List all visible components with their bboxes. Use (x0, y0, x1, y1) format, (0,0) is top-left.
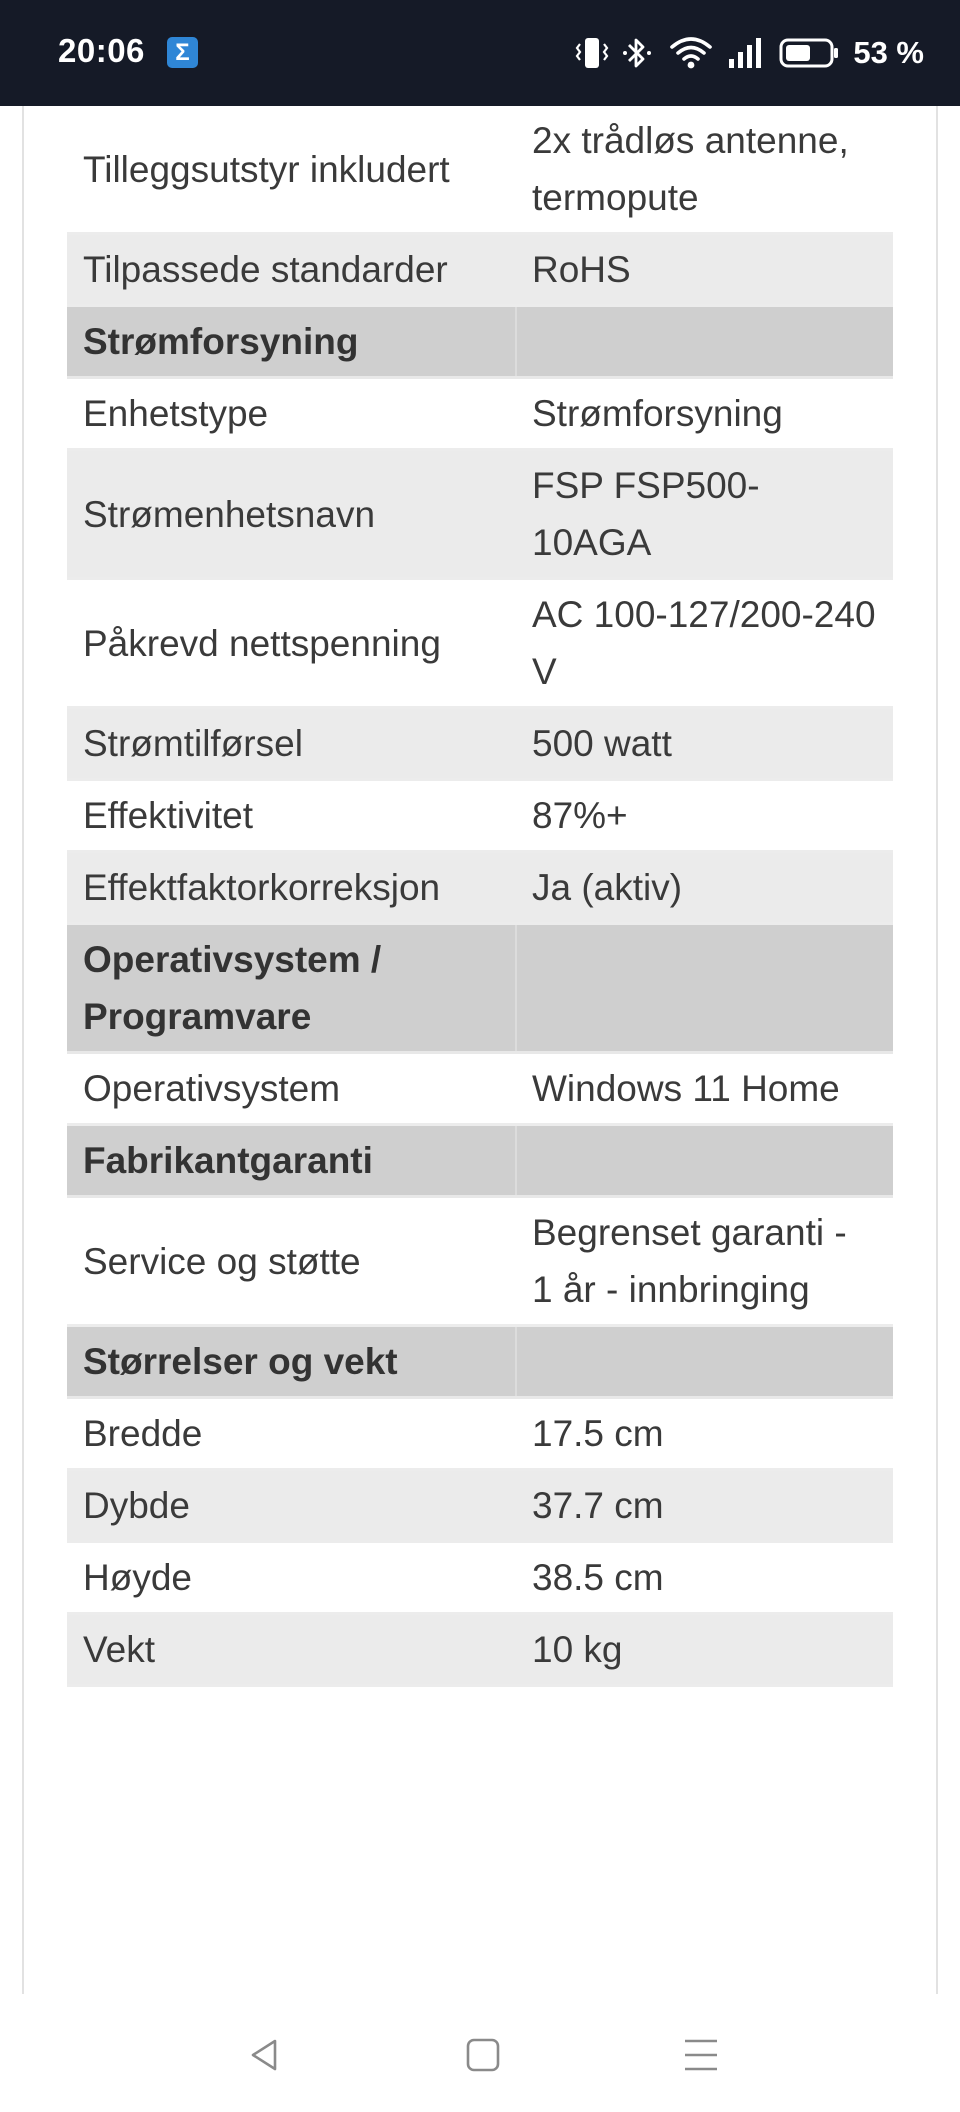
spec-value: 38.5 cm (516, 1542, 893, 1614)
back-button[interactable] (240, 2030, 290, 2080)
spec-label: Vekt (67, 1614, 516, 1686)
spec-row (67, 1470, 893, 1542)
home-icon (463, 2035, 503, 2075)
wifi-icon (669, 35, 713, 71)
spec-label: Dybde (67, 1470, 516, 1542)
spec-row (67, 579, 893, 708)
spec-row (67, 450, 893, 579)
spec-label: Høyde (67, 1542, 516, 1614)
spec-row (67, 106, 893, 234)
spec-value: 500 watt (516, 708, 893, 780)
spec-row (67, 708, 893, 780)
spec-label: Tilpassede standarder (67, 234, 516, 306)
spec-value: RoHS (516, 234, 893, 306)
spec-row (67, 378, 893, 450)
spec-value: Windows 11 Home (516, 1053, 893, 1125)
spec-value: 10 kg (516, 1614, 893, 1686)
spec-label: Service og støtte (67, 1197, 516, 1326)
spec-value: Strømforsyning (516, 378, 893, 450)
back-icon (245, 2035, 285, 2075)
spec-value: 87%+ (516, 780, 893, 852)
spec-section-header (67, 1326, 893, 1398)
spec-row (67, 1398, 893, 1470)
spec-label: Effektfaktorkorreksjon (67, 852, 516, 924)
spec-value: 2x trådløs antenne, termopute (516, 106, 893, 234)
home-button[interactable] (458, 2030, 508, 2080)
vibrate-icon (575, 35, 609, 71)
bluetooth-icon (623, 35, 655, 71)
section-title: Strømforsyning (67, 306, 516, 378)
section-empty-cell (516, 1326, 893, 1398)
menu-button[interactable] (676, 2030, 726, 2080)
spec-row (67, 234, 893, 306)
navigation-bar (0, 1994, 960, 2112)
sigma-icon: Σ (167, 37, 198, 68)
status-bar (0, 0, 960, 106)
spec-row (67, 1614, 893, 1686)
section-empty-cell (516, 306, 893, 378)
spec-value: 37.7 cm (516, 1470, 893, 1542)
spec-row (67, 1053, 893, 1125)
specs-table (67, 106, 893, 1687)
spec-row (67, 852, 893, 924)
spec-label: Effektivitet (67, 780, 516, 852)
section-empty-cell (516, 924, 893, 1053)
menu-icon (681, 2035, 721, 2075)
spec-label: Enhetstype (67, 378, 516, 450)
spec-value: 17.5 cm (516, 1398, 893, 1470)
status-icons (575, 30, 924, 76)
battery-icon (779, 35, 839, 71)
spec-value: Ja (aktiv) (516, 852, 893, 924)
section-title: Operativsystem / Programvare (67, 924, 516, 1053)
signal-icon (727, 35, 765, 71)
spec-row (67, 1197, 893, 1326)
page-content[interactable] (0, 106, 960, 1994)
spec-label: Strømtilførsel (67, 708, 516, 780)
spec-label: Bredde (67, 1398, 516, 1470)
section-empty-cell (516, 1125, 893, 1197)
status-time: 20:06 (58, 32, 145, 69)
spec-section-header (67, 306, 893, 378)
spec-value: Begrenset garanti - 1 år - innbringing (516, 1197, 893, 1326)
spec-value: AC 100-127/200-240 V (516, 579, 893, 708)
spec-section-header (67, 924, 893, 1053)
section-title: Fabrikantgaranti (67, 1125, 516, 1197)
spec-row (67, 780, 893, 852)
section-title: Størrelser og vekt (67, 1326, 516, 1398)
spec-section-header (67, 1125, 893, 1197)
battery-percent: 53 % (853, 35, 924, 70)
spec-label: Tilleggsutstyr inkludert (67, 106, 516, 234)
spec-label: Strømenhetsnavn (67, 450, 516, 579)
spec-value: FSP FSP500-10AGA (516, 450, 893, 579)
spec-label: Påkrevd nettspenning (67, 579, 516, 708)
spec-label: Operativsystem (67, 1053, 516, 1125)
spec-row (67, 1542, 893, 1614)
